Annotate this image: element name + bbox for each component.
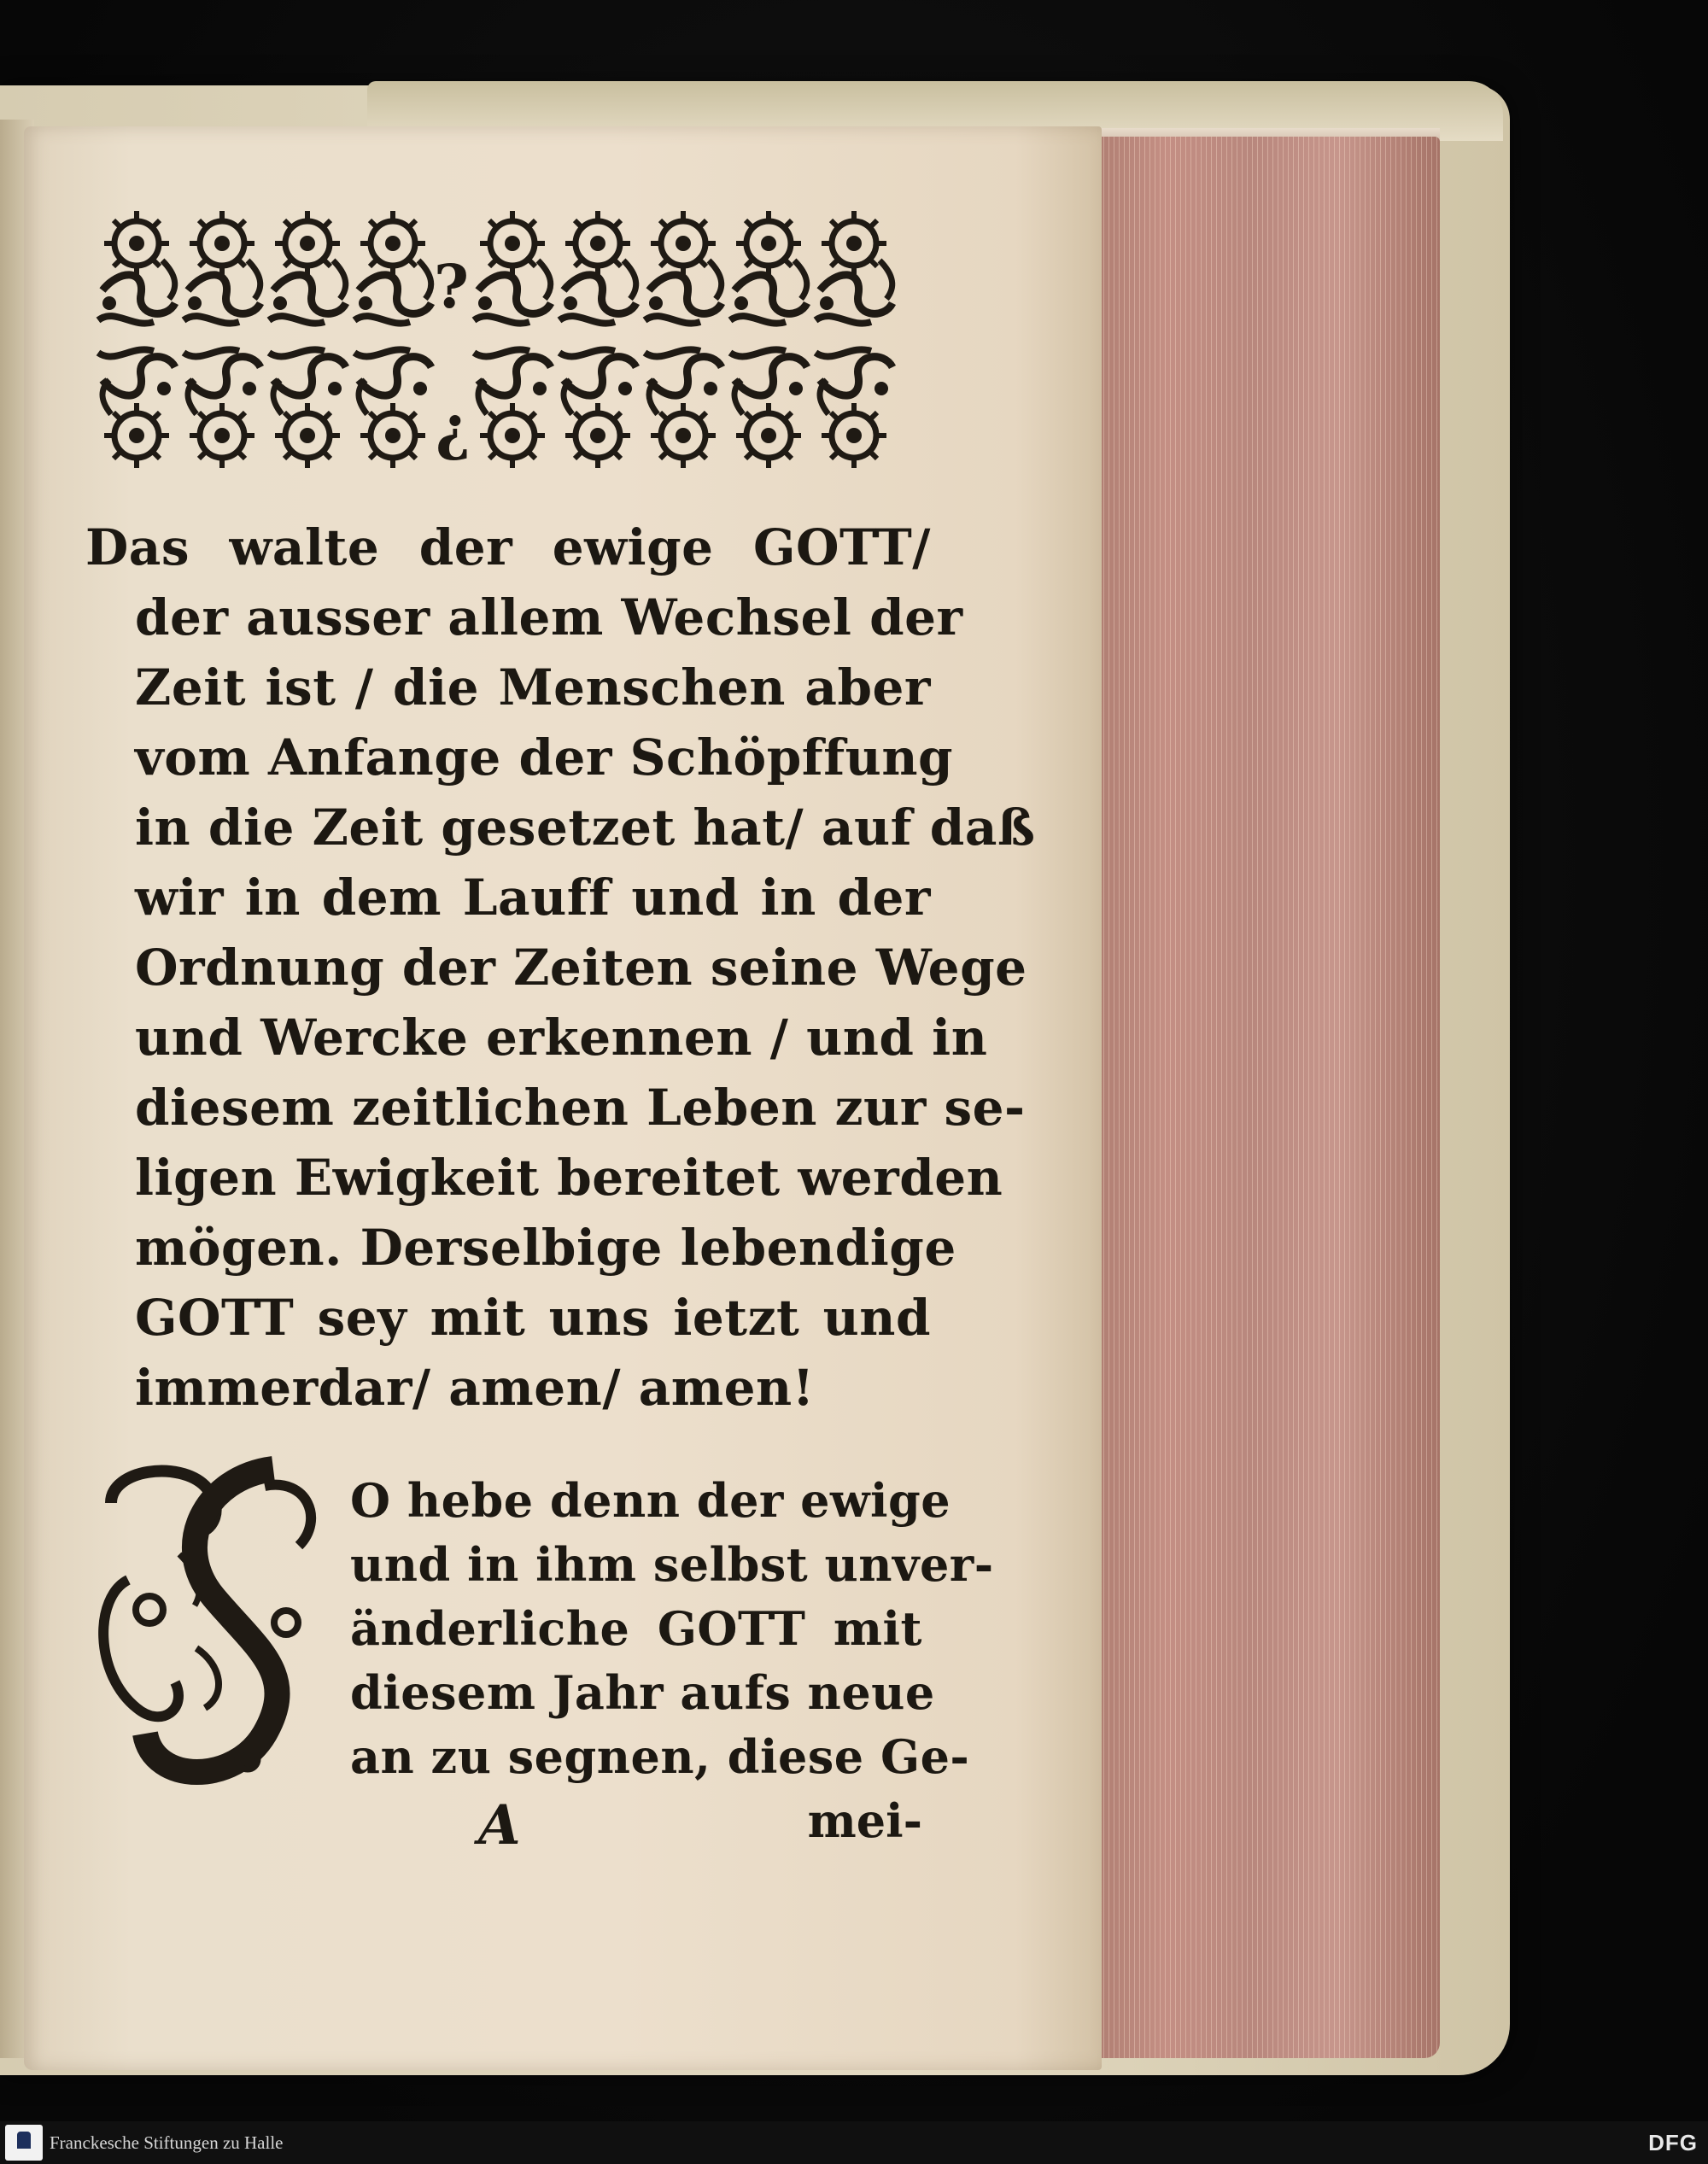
- paragraph-line: wir in dem Lauff und in der: [135, 869, 931, 927]
- paragraph-line: ligen Ewigkeit bereitet werden: [135, 1149, 1003, 1207]
- initial-line: O hebe denn der ewige: [350, 1473, 951, 1528]
- paragraph-line: GOTT sey mit uns ietzt und: [135, 1289, 931, 1347]
- paragraph-line: in die Zeit gesetzet hat/ auf daß: [135, 798, 1036, 857]
- catchword: mei-: [807, 1793, 922, 1848]
- main-paragraph: [85, 512, 1036, 1423]
- initial-line: und in ihm selbst unver-: [350, 1537, 994, 1592]
- paragraph-line: vom Anfange der Schöpffung: [135, 728, 954, 787]
- institution-label[interactable]: Franckesche Stiftungen zu Halle: [50, 2132, 284, 2153]
- signature-mark: A: [478, 1793, 521, 1857]
- viewer-footer: [0, 2121, 1708, 2164]
- initial-paragraph-text: [350, 1469, 994, 1789]
- paragraph-line: und Wercke erkennen / und in: [135, 1009, 988, 1067]
- initial-line: diesem Jahr aufs neue: [350, 1665, 935, 1720]
- paragraph-line: der ausser allem Wechsel der: [135, 588, 963, 646]
- svg-text:¿: ¿: [436, 392, 471, 463]
- initial-line: an zu segnen, diese Ge-: [350, 1729, 970, 1784]
- paragraph-line: diesem zeitlichen Leben zur se-: [135, 1079, 1026, 1137]
- floral-ornament-band: [94, 209, 939, 478]
- funder-logo[interactable]: DFG: [1648, 2130, 1698, 2155]
- paragraph-line: Das walte der ewige GOTT/: [85, 518, 931, 576]
- initial-line: änderliche GOTT mit: [350, 1601, 922, 1656]
- paragraph-line: immerdar/ amen/ amen!: [135, 1359, 815, 1417]
- decorated-initial-s: [77, 1452, 333, 1793]
- floral-ornament-graphic: [94, 209, 939, 478]
- paragraph-line: Zeit ist / die Menschen aber: [135, 658, 931, 716]
- book-fore-edge: [1098, 137, 1440, 2058]
- paragraph-line: Ordnung der Zeiten seine Wege: [135, 939, 1027, 997]
- initial-paragraph: [77, 1452, 994, 1793]
- paragraph-line: mögen. Derselbige lebendige: [135, 1219, 956, 1277]
- svg-text:?: ?: [434, 251, 470, 322]
- institution-logo-icon[interactable]: [5, 2125, 43, 2161]
- page-foot: [85, 1793, 931, 1862]
